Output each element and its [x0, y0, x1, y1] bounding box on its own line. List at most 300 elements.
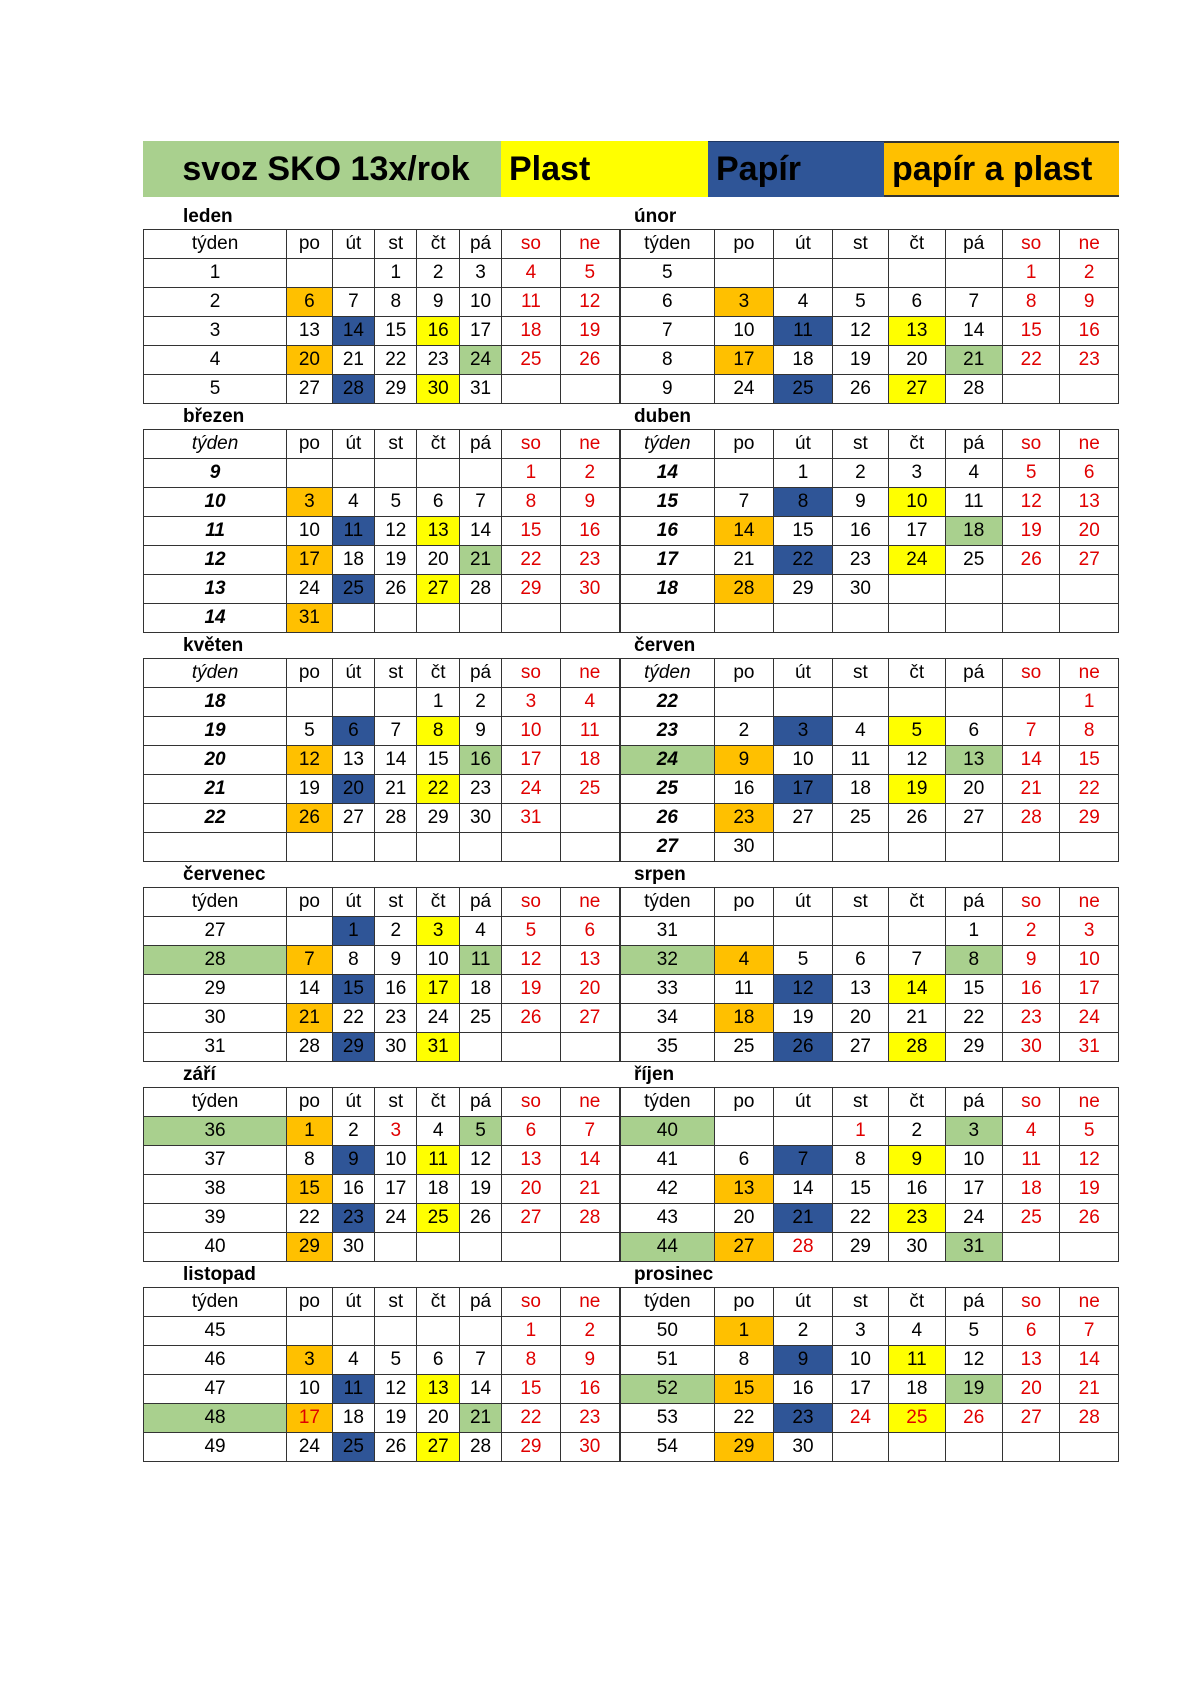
legend-sko-label: svoz SKO 13x/rok: [182, 149, 470, 188]
day-cell: [945, 688, 1002, 717]
month-title: únor: [634, 206, 677, 227]
day-cell: 18: [459, 975, 501, 1004]
day-cell: 31: [502, 804, 560, 833]
day-cell: 13: [287, 317, 333, 346]
day-cell: 15: [332, 975, 374, 1004]
day-cell: 8: [1002, 288, 1059, 317]
day-cell: 25: [332, 575, 374, 604]
header-day: út: [774, 659, 833, 688]
month-title: květen: [183, 635, 244, 656]
month-říjen: [620, 1062, 1119, 1262]
day-cell: 6: [417, 488, 459, 517]
day-cell: 13: [714, 1175, 774, 1204]
header-day: út: [332, 1288, 374, 1317]
day-cell: 22: [1060, 775, 1119, 804]
day-cell: 27: [1002, 1404, 1059, 1433]
day-cell: 13: [889, 317, 945, 346]
day-cell: [459, 459, 501, 488]
day-cell: 15: [945, 975, 1002, 1004]
header-row: [621, 659, 1119, 688]
day-cell: [417, 833, 459, 862]
header-day: po: [287, 1288, 333, 1317]
day-cell: 15: [1060, 746, 1119, 775]
day-cell: 20: [714, 1204, 774, 1233]
header-day: čt: [417, 659, 459, 688]
day-cell: 20: [832, 1004, 888, 1033]
day-cell: 13: [945, 746, 1002, 775]
day-cell: 29: [1060, 804, 1119, 833]
day-cell: 1: [714, 1317, 774, 1346]
header-day: st: [375, 1288, 417, 1317]
header-day: ne: [1060, 430, 1119, 459]
month-table: [143, 658, 620, 862]
header-week: týden: [144, 659, 287, 688]
week-row: [144, 604, 620, 633]
week-row: [144, 1204, 620, 1233]
day-cell: 1: [375, 259, 417, 288]
day-cell: [714, 917, 774, 946]
week-number: 18: [144, 688, 287, 717]
day-cell: 6: [417, 1346, 459, 1375]
day-cell: 15: [714, 1375, 774, 1404]
day-cell: 22: [502, 546, 560, 575]
day-cell: 19: [287, 775, 333, 804]
week-number: 14: [144, 604, 287, 633]
day-cell: 20: [417, 1404, 459, 1433]
week-number: 49: [144, 1433, 287, 1462]
week-row: [144, 1004, 620, 1033]
day-cell: 12: [375, 517, 417, 546]
legend-plast: [501, 141, 708, 197]
day-cell: [287, 259, 333, 288]
day-cell: 16: [459, 746, 501, 775]
day-cell: 12: [832, 317, 888, 346]
day-cell: 6: [714, 1146, 774, 1175]
day-cell: 9: [774, 1346, 833, 1375]
day-cell: 24: [287, 575, 333, 604]
header-row: [144, 888, 620, 917]
header-day: čt: [889, 659, 945, 688]
week-row: [144, 459, 620, 488]
day-cell: 20: [1060, 517, 1119, 546]
day-cell: 30: [1002, 1033, 1059, 1062]
day-cell: 22: [832, 1204, 888, 1233]
month-duben: [620, 404, 1119, 633]
day-cell: 24: [459, 346, 501, 375]
day-cell: 8: [502, 488, 560, 517]
day-cell: [714, 604, 774, 633]
day-cell: 21: [459, 546, 501, 575]
day-cell: [332, 259, 374, 288]
day-cell: 30: [375, 1033, 417, 1062]
week-number: 53: [621, 1404, 715, 1433]
header-day: ne: [1060, 1088, 1119, 1117]
header-day: út: [774, 1088, 833, 1117]
day-cell: 31: [459, 375, 501, 404]
day-cell: 9: [560, 1346, 619, 1375]
header-day: po: [714, 1088, 774, 1117]
day-cell: 24: [375, 1204, 417, 1233]
day-cell: 17: [774, 775, 833, 804]
day-cell: [1060, 1233, 1119, 1262]
day-cell: 4: [1002, 1117, 1059, 1146]
day-cell: [560, 1033, 619, 1062]
day-cell: 22: [332, 1004, 374, 1033]
day-cell: 23: [560, 1404, 619, 1433]
day-cell: 29: [502, 575, 560, 604]
week-number: 2: [144, 288, 287, 317]
day-cell: 18: [502, 317, 560, 346]
day-cell: 21: [560, 1175, 619, 1204]
header-row: [621, 1288, 1119, 1317]
day-cell: 1: [502, 459, 560, 488]
day-cell: 21: [287, 1004, 333, 1033]
day-cell: 5: [1002, 459, 1059, 488]
header-day: st: [832, 1088, 888, 1117]
legend-papir: [708, 141, 884, 197]
header-day: st: [832, 230, 888, 259]
day-cell: 12: [287, 746, 333, 775]
week-row: [621, 1375, 1119, 1404]
day-cell: 4: [417, 1117, 459, 1146]
day-cell: 25: [417, 1204, 459, 1233]
week-number: 38: [144, 1175, 287, 1204]
week-number: 21: [144, 775, 287, 804]
day-cell: 17: [287, 546, 333, 575]
day-cell: [332, 1317, 374, 1346]
day-cell: 30: [417, 375, 459, 404]
day-cell: 16: [832, 517, 888, 546]
day-cell: [832, 604, 888, 633]
day-cell: [774, 259, 833, 288]
header-day: ne: [560, 230, 619, 259]
legend-papir-plast-label: papír a plast: [892, 149, 1093, 188]
header-day: pá: [459, 1088, 501, 1117]
day-cell: 2: [1002, 917, 1059, 946]
day-cell: 6: [560, 917, 619, 946]
day-cell: [375, 459, 417, 488]
header-day: čt: [889, 1088, 945, 1117]
day-cell: 23: [417, 346, 459, 375]
day-cell: [1002, 688, 1059, 717]
week-number: 4: [144, 346, 287, 375]
day-cell: 14: [1002, 746, 1059, 775]
header-day: pá: [459, 888, 501, 917]
header-day: po: [714, 430, 774, 459]
day-cell: 10: [714, 317, 774, 346]
month-květen: [143, 633, 620, 862]
day-cell: 11: [502, 288, 560, 317]
day-cell: 11: [332, 517, 374, 546]
day-cell: [945, 604, 1002, 633]
header-day: ne: [560, 1288, 619, 1317]
header-day: po: [287, 888, 333, 917]
day-cell: [945, 575, 1002, 604]
day-cell: 18: [889, 1375, 945, 1404]
day-cell: 4: [774, 288, 833, 317]
day-cell: 14: [459, 517, 501, 546]
day-cell: [889, 917, 945, 946]
day-cell: 9: [417, 288, 459, 317]
week-number: 10: [144, 488, 287, 517]
day-cell: 20: [560, 975, 619, 1004]
day-cell: 6: [502, 1117, 560, 1146]
week-number: 41: [621, 1146, 715, 1175]
day-cell: 27: [832, 1033, 888, 1062]
header-day: so: [502, 659, 560, 688]
week-row: [621, 517, 1119, 546]
day-cell: 25: [945, 546, 1002, 575]
header-day: čt: [417, 1288, 459, 1317]
day-cell: 11: [832, 746, 888, 775]
day-cell: 3: [714, 288, 774, 317]
day-cell: [945, 1433, 1002, 1462]
month-title: říjen: [634, 1064, 675, 1085]
day-cell: 10: [832, 1346, 888, 1375]
day-cell: 1: [945, 917, 1002, 946]
day-cell: 29: [774, 575, 833, 604]
week-row: [621, 1317, 1119, 1346]
day-cell: [459, 833, 501, 862]
day-cell: 31: [1060, 1033, 1119, 1062]
day-cell: [375, 833, 417, 862]
week-number: 27: [144, 917, 287, 946]
day-cell: 5: [287, 717, 333, 746]
header-day: út: [774, 430, 833, 459]
day-cell: 10: [287, 1375, 333, 1404]
month-table: [143, 887, 620, 1062]
month-title: duben: [634, 406, 691, 427]
header-day: st: [832, 1288, 888, 1317]
day-cell: [1060, 833, 1119, 862]
legend-sko: [143, 141, 501, 197]
day-cell: 23: [375, 1004, 417, 1033]
day-cell: 2: [332, 1117, 374, 1146]
day-cell: 21: [889, 1004, 945, 1033]
day-cell: 12: [1002, 488, 1059, 517]
day-cell: [714, 688, 774, 717]
day-cell: 22: [774, 546, 833, 575]
day-cell: 5: [375, 488, 417, 517]
day-cell: 15: [1002, 317, 1059, 346]
day-cell: 10: [1060, 946, 1119, 975]
month-pair: [143, 404, 1119, 633]
day-cell: 26: [375, 575, 417, 604]
header-week: týden: [144, 430, 287, 459]
day-cell: 3: [502, 688, 560, 717]
day-cell: [774, 688, 833, 717]
day-cell: 22: [714, 1404, 774, 1433]
day-cell: 2: [889, 1117, 945, 1146]
week-number: 29: [144, 975, 287, 1004]
month-table: [143, 229, 620, 404]
header-week: týden: [621, 1088, 715, 1117]
day-cell: [502, 1233, 560, 1262]
week-number: 25: [621, 775, 715, 804]
day-cell: 29: [832, 1233, 888, 1262]
day-cell: 8: [417, 717, 459, 746]
day-cell: 28: [945, 375, 1002, 404]
day-cell: 6: [1002, 1317, 1059, 1346]
header-day: pá: [945, 430, 1002, 459]
day-cell: 15: [502, 1375, 560, 1404]
week-number: 31: [621, 917, 715, 946]
header-day: út: [332, 659, 374, 688]
week-number: 42: [621, 1175, 715, 1204]
day-cell: 15: [832, 1175, 888, 1204]
header-day: út: [774, 230, 833, 259]
header-day: pá: [459, 230, 501, 259]
week-row: [621, 746, 1119, 775]
day-cell: [332, 604, 374, 633]
header-day: pá: [459, 1288, 501, 1317]
day-cell: 25: [502, 346, 560, 375]
day-cell: 5: [502, 917, 560, 946]
week-number: 26: [621, 804, 715, 833]
day-cell: 19: [375, 1404, 417, 1433]
day-cell: 10: [945, 1146, 1002, 1175]
day-cell: 30: [774, 1433, 833, 1462]
week-row: [144, 1433, 620, 1462]
week-number: 31: [144, 1033, 287, 1062]
week-number: 48: [144, 1404, 287, 1433]
day-cell: 8: [774, 488, 833, 517]
day-cell: 24: [1060, 1004, 1119, 1033]
week-row: [144, 917, 620, 946]
day-cell: 19: [560, 317, 619, 346]
day-cell: 16: [560, 517, 619, 546]
day-cell: 1: [417, 688, 459, 717]
day-cell: 7: [945, 288, 1002, 317]
day-cell: [945, 833, 1002, 862]
day-cell: 7: [774, 1146, 833, 1175]
day-cell: 2: [832, 459, 888, 488]
day-cell: 18: [774, 346, 833, 375]
day-cell: [332, 688, 374, 717]
day-cell: 21: [332, 346, 374, 375]
header-day: čt: [417, 1088, 459, 1117]
week-number: 9: [144, 459, 287, 488]
day-cell: 15: [287, 1175, 333, 1204]
day-cell: [832, 917, 888, 946]
day-cell: [459, 1233, 501, 1262]
header-row: [144, 430, 620, 459]
week-number: 33: [621, 975, 715, 1004]
legend-papir-label: Papír: [716, 150, 802, 188]
week-number: 6: [621, 288, 715, 317]
header-day: so: [502, 230, 560, 259]
day-cell: [1060, 375, 1119, 404]
day-cell: 18: [832, 775, 888, 804]
day-cell: 13: [332, 746, 374, 775]
day-cell: [287, 688, 333, 717]
month-table: [143, 1087, 620, 1262]
header-day: pá: [459, 430, 501, 459]
calendar-grid: [143, 204, 1119, 1462]
day-cell: [417, 1233, 459, 1262]
day-cell: 28: [459, 1433, 501, 1462]
week-number: 19: [144, 717, 287, 746]
day-cell: 4: [332, 1346, 374, 1375]
day-cell: [774, 917, 833, 946]
month-table: [620, 429, 1119, 633]
day-cell: 17: [1060, 975, 1119, 1004]
header-day: so: [1002, 659, 1059, 688]
day-cell: 11: [332, 1375, 374, 1404]
day-cell: [1060, 604, 1119, 633]
week-row: [144, 775, 620, 804]
header-day: pá: [945, 230, 1002, 259]
day-cell: [1002, 1233, 1059, 1262]
day-cell: 5: [945, 1317, 1002, 1346]
header-day: út: [774, 888, 833, 917]
day-cell: 13: [1060, 488, 1119, 517]
header-day: ne: [560, 430, 619, 459]
header-day: pá: [945, 888, 1002, 917]
header-day: po: [287, 1088, 333, 1117]
day-cell: 8: [1060, 717, 1119, 746]
day-cell: 10: [287, 517, 333, 546]
day-cell: 11: [714, 975, 774, 1004]
month-březen: [143, 404, 620, 633]
day-cell: 27: [417, 1433, 459, 1462]
header-day: čt: [889, 230, 945, 259]
day-cell: [889, 604, 945, 633]
day-cell: 9: [889, 1146, 945, 1175]
day-cell: 8: [714, 1346, 774, 1375]
day-cell: 5: [774, 946, 833, 975]
week-row: [621, 375, 1119, 404]
day-cell: 21: [1002, 775, 1059, 804]
day-cell: 2: [459, 688, 501, 717]
week-number: 18: [621, 575, 715, 604]
header-day: st: [832, 430, 888, 459]
header-day: ne: [560, 1088, 619, 1117]
week-number: 8: [621, 346, 715, 375]
week-number: 23: [621, 717, 715, 746]
month-title: březen: [183, 406, 245, 427]
week-row: [144, 575, 620, 604]
week-row: [621, 1433, 1119, 1462]
day-cell: 4: [332, 488, 374, 517]
day-cell: 2: [714, 717, 774, 746]
day-cell: 17: [832, 1375, 888, 1404]
day-cell: 30: [714, 833, 774, 862]
header-day: st: [375, 888, 417, 917]
day-cell: 14: [889, 975, 945, 1004]
week-row: [621, 546, 1119, 575]
header-row: [144, 1088, 620, 1117]
day-cell: 14: [375, 746, 417, 775]
day-cell: [375, 604, 417, 633]
day-cell: 12: [1060, 1146, 1119, 1175]
week-row: [144, 1033, 620, 1062]
day-cell: 2: [1060, 259, 1119, 288]
day-cell: 29: [287, 1233, 333, 1262]
day-cell: 31: [945, 1233, 1002, 1262]
day-cell: [502, 1033, 560, 1062]
day-cell: 3: [774, 717, 833, 746]
day-cell: 26: [774, 1033, 833, 1062]
week-row: [621, 1146, 1119, 1175]
day-cell: 2: [560, 459, 619, 488]
week-row: [144, 746, 620, 775]
day-cell: 14: [774, 1175, 833, 1204]
day-cell: 18: [714, 1004, 774, 1033]
day-cell: 23: [1002, 1004, 1059, 1033]
day-cell: 6: [832, 946, 888, 975]
day-cell: 19: [889, 775, 945, 804]
